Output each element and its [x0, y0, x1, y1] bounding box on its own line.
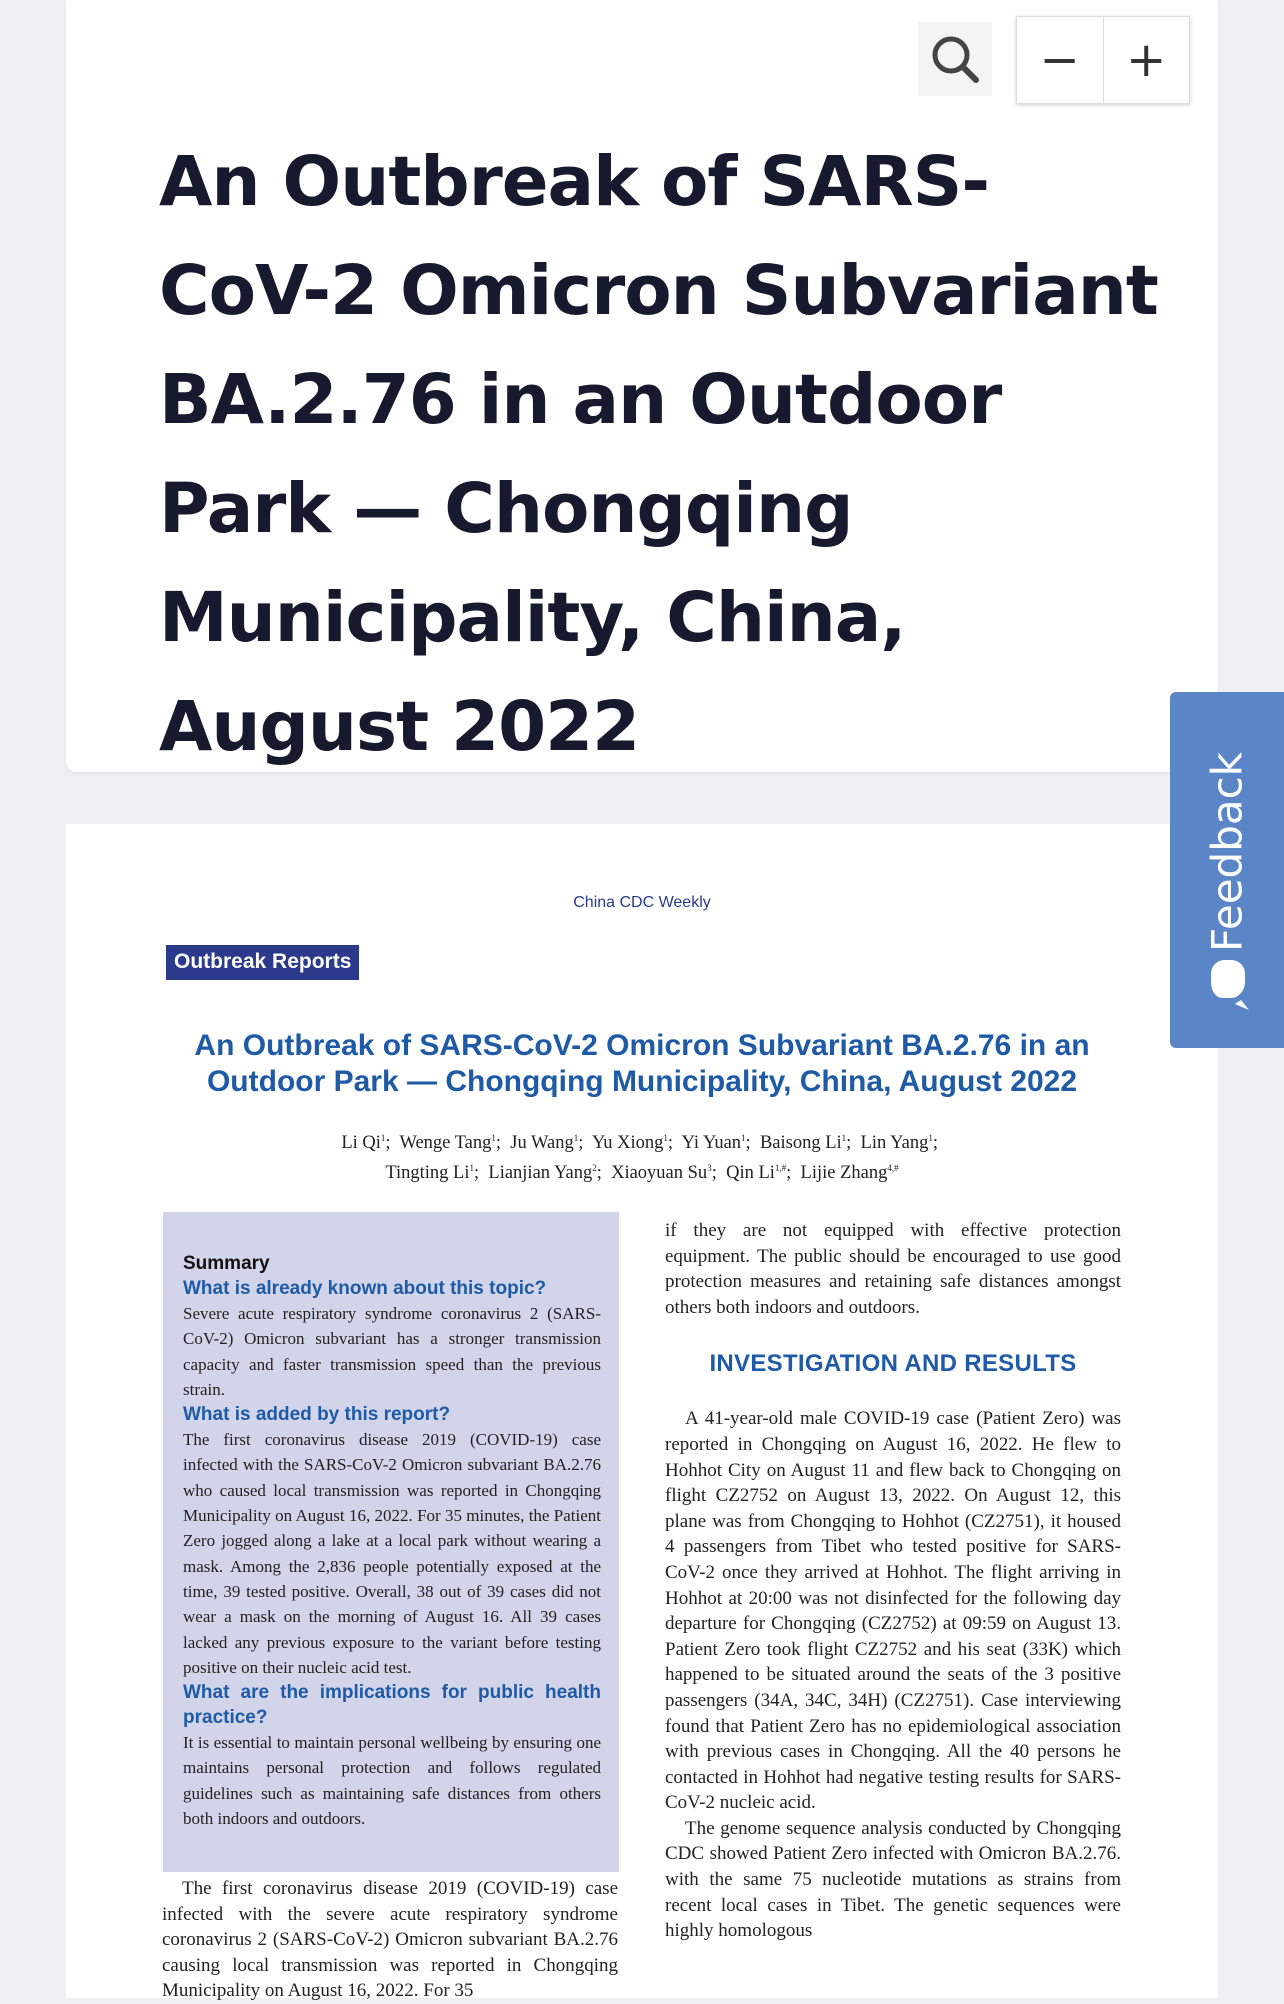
- author-affiliation: 1: [469, 1163, 474, 1174]
- author-name: Baisong Li$^1$: [759, 1133, 847, 1154]
- section-badge: Outbreak Reports: [166, 945, 359, 980]
- author-name: Wenge Tang$^1$: [399, 1133, 496, 1154]
- summary-question: What are the implications for public health practice?: [183, 1682, 601, 1729]
- author-affiliation: 3: [707, 1163, 712, 1174]
- pdf-page: [66, 824, 1218, 2002]
- zoom-in-button[interactable]: +: [1126, 32, 1167, 88]
- author-affiliation: 2: [592, 1163, 597, 1174]
- page-title: An Outbreak of SARS-CoV-2 Omicron Subvariant BA.2.76 in an Outdoor Park — Chongqing Municipality, China, August 2022: [159, 142, 1158, 767]
- summary-answer: It is essential to maintain personal wellbeing by ensuring one maintains personal protection and follows regulated guidelines such as maintaining safe distances from others both indoors and outdoors.: [183, 1733, 601, 1829]
- left-column: [162, 1876, 618, 2004]
- feedback-tab[interactable]: [1170, 692, 1284, 1048]
- author-affiliation: 1: [741, 1133, 746, 1143]
- body-paragraph: if they are not equipped with effective protection equipment. The public should be encouraged to use good protection measures and retaining safe distances amongst others both indoors and outdoors.: [665, 1220, 1121, 1318]
- author-affiliation: 1,#: [774, 1163, 787, 1174]
- author-name: Lin Yang$^1$: [860, 1133, 933, 1154]
- author-affiliation: 1: [380, 1133, 386, 1143]
- author-list: Li Qi$^1$; Wenge Tang$^1$; Ju Wang$^1$; Yu Xiong$^1$; Yi Yuan$^1$; Baisong Li$^1$; Lin Yang$^1$; Tingting Li$^1$; Lianjian Yang$^2$; Xiaoyuan Su$^3$; Qin $Li^{1,\#}$; Lijie Zhang$^{4,\#}$: [341, 1133, 943, 1184]
- summary-question: What is added by this report?: [183, 1404, 451, 1426]
- summary-box: [163, 1212, 619, 1872]
- author-affiliation: 1: [928, 1133, 933, 1143]
- zoom-controls: [1016, 16, 1190, 104]
- author-name: Xiaoyuan Su$^3$: [611, 1163, 712, 1184]
- author-affiliation: 1: [573, 1133, 579, 1143]
- summary-question: What is already known about this topic?: [183, 1278, 547, 1299]
- search-icon: [918, 22, 992, 96]
- summary-heading: Summary: [183, 1253, 270, 1274]
- author-name: Lijie Zhang$^{4,\#}$: [800, 1163, 899, 1184]
- author-affiliation: 1: [841, 1133, 847, 1143]
- author-name: Lianjian Yang$^2$: [488, 1163, 597, 1184]
- journal-name: China CDC Weekly: [573, 894, 711, 911]
- right-column: [665, 1218, 1121, 1944]
- author-name: Tingting Li$^1$: [385, 1163, 474, 1184]
- summary-answer: Severe acute respiratory syndrome coronavirus 2 (SARS-CoV-2) Omicron subvariant has a stronger transmission capacity and faster transmission speed than the previous strain.: [183, 1304, 601, 1399]
- summary-answer: The first coronavirus disease 2019 (COVID-19) case infected with the SARS-CoV-2 Omicron subvariant BA.2.76 who caused local transmission was reported in Chongqing Municipality on August 16, 2022. For 35 minutes, the Patient Zero jogged along a lake at a local park without wearing a mask. Among the 2,836 people potentially exposed at the time, 39 tested positive. Overall, 38 out of 39 cases did not wear a mask on the morning of August 16. All 39 cases lacked any previous exposure to the variant before testing positive on their nucleic acid test.: [183, 1430, 601, 1677]
- author-name: Ju Wang$^1$: [510, 1133, 579, 1154]
- section-heading: INVESTIGATION AND RESULTS: [709, 1350, 1077, 1378]
- zoom-out-button[interactable]: −: [1017, 17, 1104, 103]
- author-name: Yi Yuan$^1$: [681, 1133, 746, 1154]
- body-paragraph: A 41-year-old male COVID-19 case (Patient Zero) was reported in Chongqing on August 16, 2022. He flew to Hohhot City on August 11 and flew back to Chongqing on flight CZ2752 on August 13, 2022. On August 12, this plane was from Chongqing to Hohhot (CZ2751), it housed 4 passengers from Tibet who tested positive for SARS-CoV-2 once they arrived at Hohhot. The flight arriving in Hohhot at 20:00 was not disinfected for the following day departure for Chongqing (CZ2752) at 09:59 on August 13. Patient Zero took flight CZ2752 and his seat (33K) which happened to be situated around the seats of the 3 positive passengers (34A, 34C, 34H) (CZ2751). Case interviewing found that Patient Zero has no epidemiological association with previous cases in Chongqing. All the 40 persons he contacted in Hohhot had negative testing results for SARS-CoV-2 nucleic acid.: [665, 1408, 1121, 1814]
- author-affiliation: 1: [663, 1133, 668, 1143]
- article-title: An Outbreak of SARS-CoV-2 Omicron Subvariant BA.2.76 in an Outdoor Park — Chongqing Municipality, China, August 2022: [194, 1029, 1090, 1098]
- search-button[interactable]: [918, 22, 992, 96]
- title-card: [66, 0, 1218, 772]
- body-paragraph: The genome sequence analysis conducted by Chongqing CDC showed Patient Zero infected with Omicron BA.2.76. with the same 75 nucleotide mutations as strains from recent local cases in Tibet. The genetic sequences were highly homologous: [665, 1817, 1121, 1942]
- author-name: Qin $Li^{1,\#}$: [726, 1163, 787, 1184]
- author-name: Li Qi$^1$: [341, 1133, 386, 1154]
- author-name: Yu Xiong$^1$: [591, 1133, 668, 1154]
- author-affiliation: 4,#: [887, 1163, 899, 1174]
- feedback-label: Feedback: [1202, 751, 1252, 953]
- body-paragraph: The first coronavirus disease 2019 (COVID-19) case infected with the severe acute respiratory syndrome coronavirus 2 (SARS-CoV-2) Omicron subvariant BA.2.76 causing local transmission was reported in Chongqing Municipality on August 16, 2022. For 35: [162, 1878, 618, 2002]
- speech-bubble-icon: [1205, 960, 1251, 1012]
- author-affiliation: 1: [491, 1133, 496, 1143]
